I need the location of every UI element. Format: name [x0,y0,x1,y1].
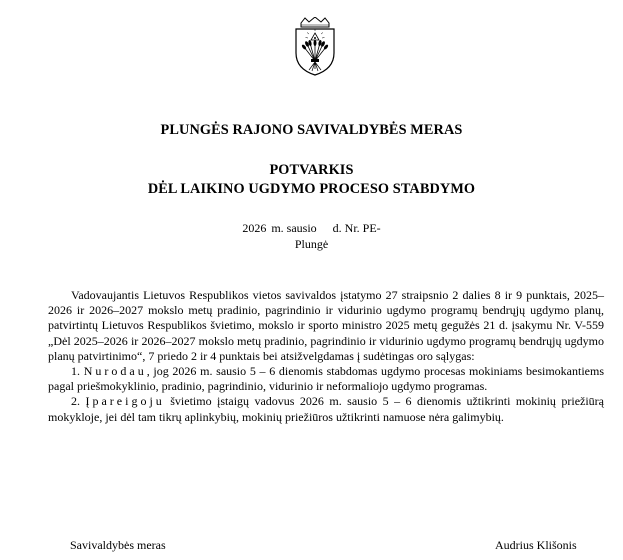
item-1-verb: Nurodau [83,364,147,379]
item-2-verb: Įpareigoju [85,394,165,409]
document-subject-heading: DĖL LAIKINO UGDYMO PROCESO STABDYMO [147,181,476,197]
coat-of-arms-icon [293,17,337,77]
item-2-number: 2. [71,394,80,409]
signatory-position: Savivaldybės meras [70,538,166,552]
item-1-text: , jog 2026 m. sausio 5 – 6 dienomis stabdomas ugdymo procesas mokiniams besimokantiems pagal priešmokyklinio, pradinio, pagrindinio, vidurinio ir neformaliojo ugdymo programas. [48,364,605,394]
document-number: d. Nr. PE- [332,221,381,235]
document-type-heading: POTVARKIS [269,162,354,178]
place-of-issue: Plungė [294,237,329,251]
item-1-paragraph [48,364,604,394]
item-2-paragraph [48,394,604,424]
item-2-text: švietimo įstaigų vadovus 2026 m. sausio 5 – 6 dienomis užtikrinti mokinių priežiūrą mokykloje, jei dėl tam tikrų aplinkybių, mokinių priežiūros užtikrinti namuose nėra galimybių. [48,394,605,424]
date-month: m. sausio [271,221,317,235]
document-body [48,288,604,425]
signatory-name: Audrius Klišonis [495,538,577,552]
date-year: 2026 [242,221,267,235]
date-line [0,221,623,236]
institution-heading: PLUNGĖS RAJONO SAVIVALDYBĖS MERAS [160,122,463,138]
item-1-number: 1. [71,364,80,379]
preamble-paragraph: Vadovaujantis Lietuvos Respublikos vietos savivaldos įstatymo 27 straipsnio 2 dalies 8 ir 9 punktais, 2025–2026 ir 2026–2027 mokslo metų pradinio, pagrindinio ir vidurinio ugdymo programų bendrųjų ugdymo planų, patvirtintų Lietuvos Respublikos švietimo, mokslo ir sporto ministro 2025 metų gegužės 21 d. įsakymu Nr. V-559 „Dėl 2025–2026 ir 2026–2027 mokslo metų pradinio, pagrindinio ir vidurinio ugdymo programų bendrųjų ugdymo planų patvirtinimo“, 7 priedo 2 ir 4 punktais bei atsižvelgdamas į sudėtingas oro sąlygas: [48,288,604,363]
